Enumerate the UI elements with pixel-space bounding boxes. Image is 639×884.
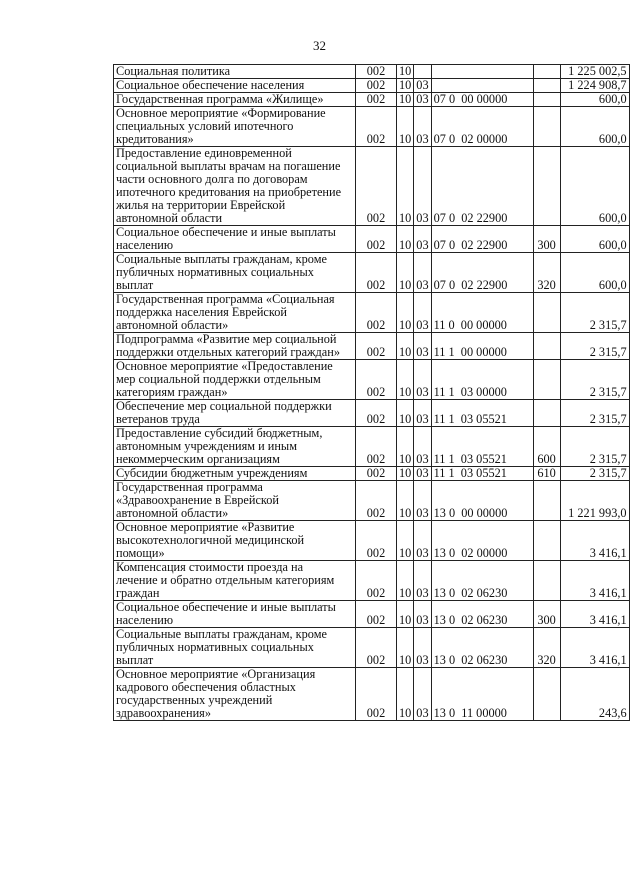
target-article-cell: 13 0 11 00000 — [431, 668, 533, 721]
row-name-cell: Основное мероприятие «Предоставление мер социальной поддержки отдельным категориям граждан» — [114, 360, 356, 400]
expense-type-cell: 300 — [533, 226, 560, 253]
section-code-cell: 10 — [397, 427, 414, 467]
expense-type-cell — [533, 93, 560, 107]
amount-cell: 3 416,1 — [560, 561, 629, 601]
row-name-cell: Социальные выплаты гражданам, кроме публичных нормативных социальных выплат — [114, 253, 356, 293]
amount-cell: 600,0 — [560, 253, 629, 293]
row-name-cell: Компенсация стоимости проезда на лечение и обратно отдельным категориям граждан — [114, 561, 356, 601]
ministry-code-cell: 002 — [356, 147, 397, 226]
table-row — [114, 601, 630, 628]
section-code-cell: 10 — [397, 253, 414, 293]
table-row — [114, 561, 630, 601]
subsection-code-cell: 03 — [414, 333, 431, 360]
row-name-cell: Государственная программа «Жилище» — [114, 93, 356, 107]
subsection-code-cell: 03 — [414, 668, 431, 721]
row-name-cell: Основное мероприятие «Развитие высокотехнологичной медицинской помощи» — [114, 521, 356, 561]
target-article-cell: 13 0 02 06230 — [431, 601, 533, 628]
expense-type-cell — [533, 65, 560, 79]
table-row — [114, 65, 630, 79]
row-name-cell: Субсидии бюджетным учреждениям — [114, 467, 356, 481]
amount-cell: 2 315,7 — [560, 427, 629, 467]
amount-cell: 600,0 — [560, 107, 629, 147]
ministry-code-cell: 002 — [356, 628, 397, 668]
subsection-code-cell — [414, 65, 431, 79]
target-article-cell: 07 0 00 00000 — [431, 93, 533, 107]
target-article-cell: 11 1 03 05521 — [431, 400, 533, 427]
amount-cell: 1 221 993,0 — [560, 481, 629, 521]
ministry-code-cell: 002 — [356, 467, 397, 481]
section-code-cell: 10 — [397, 226, 414, 253]
amount-cell: 3 416,1 — [560, 601, 629, 628]
row-name-cell: Обеспечение мер социальной поддержки ветеранов труда — [114, 400, 356, 427]
section-code-cell: 10 — [397, 628, 414, 668]
ministry-code-cell: 002 — [356, 360, 397, 400]
table-row — [114, 147, 630, 226]
expense-type-cell — [533, 79, 560, 93]
subsection-code-cell: 03 — [414, 147, 431, 226]
ministry-code-cell: 002 — [356, 400, 397, 427]
amount-cell: 2 315,7 — [560, 400, 629, 427]
budget-table — [113, 64, 630, 721]
target-article-cell: 11 1 00 00000 — [431, 333, 533, 360]
row-name-cell: Государственная программа «Социальная поддержка населения Еврейской автономной области» — [114, 293, 356, 333]
subsection-code-cell: 03 — [414, 628, 431, 668]
row-name-cell: Социальное обеспечение населения — [114, 79, 356, 93]
section-code-cell: 10 — [397, 601, 414, 628]
section-code-cell: 10 — [397, 79, 414, 93]
target-article-cell — [431, 79, 533, 93]
expense-type-cell: 600 — [533, 427, 560, 467]
subsection-code-cell: 03 — [414, 226, 431, 253]
amount-cell: 2 315,7 — [560, 360, 629, 400]
target-article-cell: 13 0 02 00000 — [431, 521, 533, 561]
expense-type-cell: 320 — [533, 628, 560, 668]
table-row — [114, 293, 630, 333]
table-row — [114, 521, 630, 561]
table-row — [114, 333, 630, 360]
subsection-code-cell: 03 — [414, 427, 431, 467]
subsection-code-cell: 03 — [414, 253, 431, 293]
section-code-cell: 10 — [397, 93, 414, 107]
subsection-code-cell: 03 — [414, 561, 431, 601]
ministry-code-cell: 002 — [356, 293, 397, 333]
expense-type-cell — [533, 333, 560, 360]
ministry-code-cell: 002 — [356, 333, 397, 360]
amount-cell: 1 225 002,5 — [560, 65, 629, 79]
amount-cell: 2 315,7 — [560, 333, 629, 360]
subsection-code-cell: 03 — [414, 481, 431, 521]
amount-cell: 2 315,7 — [560, 293, 629, 333]
amount-cell: 243,6 — [560, 668, 629, 721]
expense-type-cell — [533, 400, 560, 427]
ministry-code-cell: 002 — [356, 561, 397, 601]
section-code-cell: 10 — [397, 333, 414, 360]
section-code-cell: 10 — [397, 400, 414, 427]
target-article-cell: 13 0 00 00000 — [431, 481, 533, 521]
expense-type-cell: 320 — [533, 253, 560, 293]
expense-type-cell — [533, 521, 560, 561]
subsection-code-cell: 03 — [414, 521, 431, 561]
ministry-code-cell: 002 — [356, 521, 397, 561]
section-code-cell: 10 — [397, 147, 414, 226]
row-name-cell: Социальные выплаты гражданам, кроме публичных нормативных социальных выплат — [114, 628, 356, 668]
table-row — [114, 668, 630, 721]
row-name-cell: Социальное обеспечение и иные выплаты населению — [114, 226, 356, 253]
row-name-cell: Предоставление субсидий бюджетным, автономным учреждениям и иным некоммерческим организациям — [114, 427, 356, 467]
table-row — [114, 467, 630, 481]
subsection-code-cell: 03 — [414, 293, 431, 333]
row-name-cell: Основное мероприятие «Формирование специальных условий ипотечного кредитования» — [114, 107, 356, 147]
subsection-code-cell: 03 — [414, 93, 431, 107]
table-row — [114, 107, 630, 147]
expense-type-cell — [533, 668, 560, 721]
target-article-cell: 11 1 03 00000 — [431, 360, 533, 400]
subsection-code-cell: 03 — [414, 400, 431, 427]
amount-cell: 600,0 — [560, 226, 629, 253]
subsection-code-cell: 03 — [414, 360, 431, 400]
target-article-cell: 13 0 02 06230 — [431, 561, 533, 601]
table-row — [114, 628, 630, 668]
subsection-code-cell: 03 — [414, 79, 431, 93]
page-number: 32 — [313, 38, 326, 53]
table-row — [114, 360, 630, 400]
ministry-code-cell: 002 — [356, 668, 397, 721]
amount-cell: 3 416,1 — [560, 628, 629, 668]
expense-type-cell — [533, 293, 560, 333]
ministry-code-cell: 002 — [356, 427, 397, 467]
expense-type-cell — [533, 147, 560, 226]
table-row — [114, 253, 630, 293]
row-name-cell: Основное мероприятие «Организация кадрового обеспечения областных государственных учреждений здравоохранения» — [114, 668, 356, 721]
table-row — [114, 481, 630, 521]
section-code-cell: 10 — [397, 360, 414, 400]
section-code-cell: 10 — [397, 107, 414, 147]
expense-type-cell — [533, 561, 560, 601]
target-article-cell: 11 1 03 05521 — [431, 427, 533, 467]
amount-cell: 1 224 908,7 — [560, 79, 629, 93]
subsection-code-cell: 03 — [414, 107, 431, 147]
section-code-cell: 10 — [397, 668, 414, 721]
subsection-code-cell: 03 — [414, 601, 431, 628]
amount-cell: 600,0 — [560, 147, 629, 226]
expense-type-cell — [533, 481, 560, 521]
target-article-cell — [431, 65, 533, 79]
ministry-code-cell: 002 — [356, 65, 397, 79]
budget-table-body — [114, 65, 630, 721]
expense-type-cell: 300 — [533, 601, 560, 628]
ministry-code-cell: 002 — [356, 79, 397, 93]
row-name-cell: Социальное обеспечение и иные выплаты населению — [114, 601, 356, 628]
table-row — [114, 79, 630, 93]
section-code-cell: 10 — [397, 467, 414, 481]
target-article-cell: 07 0 02 22900 — [431, 147, 533, 226]
section-code-cell: 10 — [397, 521, 414, 561]
amount-cell: 600,0 — [560, 93, 629, 107]
target-article-cell: 11 0 00 00000 — [431, 293, 533, 333]
target-article-cell: 13 0 02 06230 — [431, 628, 533, 668]
expense-type-cell — [533, 360, 560, 400]
target-article-cell: 07 0 02 00000 — [431, 107, 533, 147]
target-article-cell: 11 1 03 05521 — [431, 467, 533, 481]
amount-cell: 2 315,7 — [560, 467, 629, 481]
table-row — [114, 427, 630, 467]
ministry-code-cell: 002 — [356, 481, 397, 521]
target-article-cell: 07 0 02 22900 — [431, 226, 533, 253]
row-name-cell: Предоставление единовременной социальной выплаты врачам на погашение части основного долга по договорам ипотечного кредитования на приобретение жилья на территории Еврейской автономной области — [114, 147, 356, 226]
section-code-cell: 10 — [397, 561, 414, 601]
ministry-code-cell: 002 — [356, 107, 397, 147]
table-row — [114, 226, 630, 253]
section-code-cell: 10 — [397, 481, 414, 521]
section-code-cell: 10 — [397, 293, 414, 333]
subsection-code-cell: 03 — [414, 467, 431, 481]
ministry-code-cell: 002 — [356, 601, 397, 628]
row-name-cell: Социальная политика — [114, 65, 356, 79]
section-code-cell: 10 — [397, 65, 414, 79]
target-article-cell: 07 0 02 22900 — [431, 253, 533, 293]
row-name-cell: Государственная программа «Здравоохранение в Еврейской автономной области» — [114, 481, 356, 521]
table-row — [114, 93, 630, 107]
ministry-code-cell: 002 — [356, 253, 397, 293]
expense-type-cell — [533, 107, 560, 147]
table-row — [114, 400, 630, 427]
ministry-code-cell: 002 — [356, 93, 397, 107]
row-name-cell: Подпрограмма «Развитие мер социальной поддержки отдельных категорий граждан» — [114, 333, 356, 360]
expense-type-cell: 610 — [533, 467, 560, 481]
ministry-code-cell: 002 — [356, 226, 397, 253]
amount-cell: 3 416,1 — [560, 521, 629, 561]
